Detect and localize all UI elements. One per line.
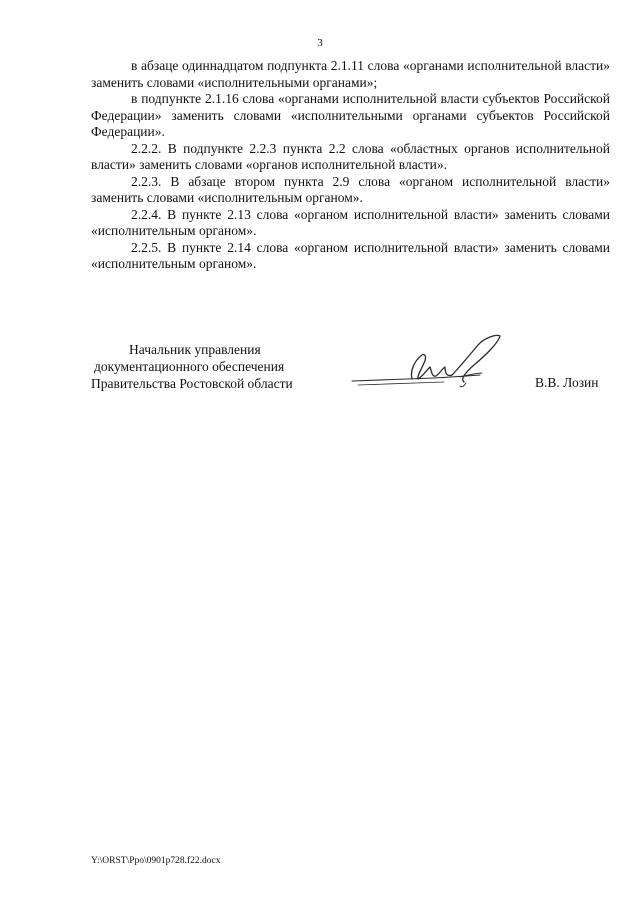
paragraph: в абзаце одиннадцатом подпункта 2.1.11 слова «органами исполнительной власти» заменить словами «исполнительными органами»; <box>91 58 610 90</box>
signer-name: В.В. Лозин <box>535 375 599 390</box>
paragraph: 2.2.3. В абзаце втором пункта 2.9 слова «органом исполнительной власти» заменить словами «исполнительным органом». <box>91 173 610 205</box>
paragraph: 2.2.4. В пункте 2.13 слова «органом исполнительной власти» заменить словами «исполнительным органом». <box>91 206 610 238</box>
signature-block <box>0 341 640 401</box>
paragraph: в подпункте 2.1.16 слова «органами исполнительной власти субъектов Российской Федерации» заменить словами «исполнительными органами субъектов Российской Федерации». <box>91 91 610 139</box>
signer-position <box>91 341 321 392</box>
file-path: Y:\ORST\Ppo\0901p728.f22.docx <box>91 856 221 866</box>
paragraph: 2.2.2. В подпункте 2.2.3 пункта 2.2 слова «областных органов исполнительной власти» заменить словами «органов исполнительной власти». <box>91 140 610 172</box>
signer-position-line: Начальник управления <box>129 342 261 357</box>
signer-position-line: Правительства Ростовской области <box>91 376 293 391</box>
signer-position-line: документационного обеспечения <box>94 359 285 374</box>
document-body <box>91 58 610 273</box>
paragraph: 2.2.5. В пункте 2.14 слова «органом исполнительной власти» заменить словами «исполнительным органом». <box>91 239 610 271</box>
page-number: 3 <box>317 37 323 49</box>
handwritten-signature <box>348 333 508 395</box>
